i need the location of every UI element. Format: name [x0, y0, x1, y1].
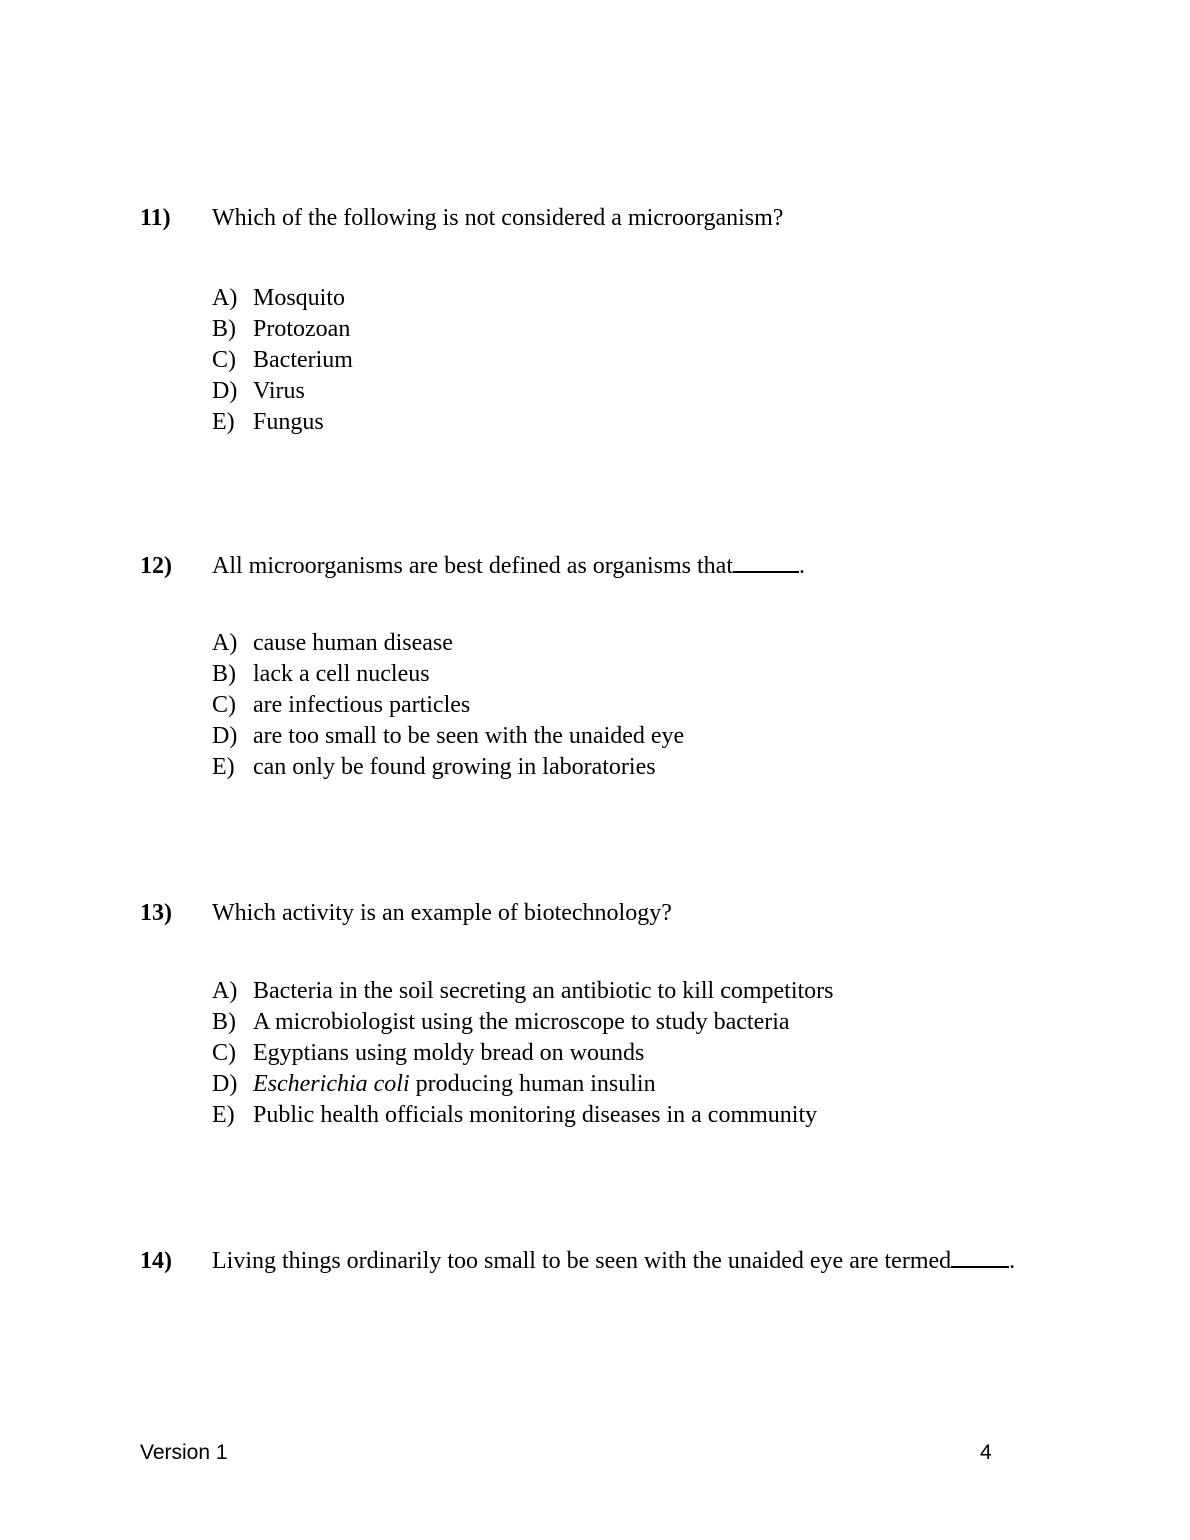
option-row: [212, 690, 1100, 721]
option-text: Public health officials monitoring diseases in a community: [253, 1102, 818, 1128]
option-text: A microbiologist using the microscope to study bacteria: [253, 1009, 790, 1035]
option-row: [212, 314, 1100, 345]
question-14: [140, 1246, 1100, 1277]
option-letter: E): [212, 1102, 235, 1128]
question-11-options: [212, 283, 1100, 438]
option-row: [212, 283, 1100, 314]
option-letter: C): [212, 1040, 236, 1066]
option-letter: A): [212, 978, 238, 1004]
option-row: [212, 407, 1100, 438]
option-letter: C): [212, 692, 236, 718]
question-13-number: 13): [140, 900, 172, 926]
question-11-text: Which of the following is not considered a microorganism?: [212, 205, 784, 231]
option-letter: B): [212, 661, 236, 687]
option-letter: A): [212, 630, 238, 656]
option-text: Virus: [253, 378, 305, 404]
option-text: producing human insulin: [409, 1071, 656, 1097]
option-row: [212, 721, 1100, 752]
option-row: [212, 345, 1100, 376]
option-row: [212, 628, 1100, 659]
fill-in-blank-line: [733, 570, 799, 573]
option-row: [212, 1069, 1100, 1100]
option-letter: D): [212, 378, 238, 404]
question-12-options: [212, 628, 1100, 783]
question-12-number: 12): [140, 553, 172, 579]
fill-in-blank-line: [951, 1265, 1009, 1268]
option-text: lack a cell nucleus: [253, 661, 430, 687]
option-text: cause human disease: [253, 630, 453, 656]
question-12: [140, 551, 1100, 582]
option-letter: C): [212, 347, 236, 373]
question-14-period: .: [1009, 1248, 1016, 1274]
option-letter: A): [212, 285, 238, 311]
option-row: [212, 752, 1100, 783]
option-text: Bacterium: [253, 347, 353, 373]
option-letter: B): [212, 1009, 236, 1035]
option-text: Bacteria in the soil secreting an antibiotic to kill competitors: [253, 978, 834, 1004]
option-letter: E): [212, 409, 235, 435]
option-letter: E): [212, 754, 235, 780]
option-text: are too small to be seen with the unaided eye: [253, 723, 685, 749]
option-text: Mosquito: [253, 285, 346, 311]
question-14-text: Living things ordinarily too small to be seen with the unaided eye are termed: [212, 1248, 952, 1274]
option-letter: D): [212, 723, 238, 749]
footer-version-label: Version 1: [140, 1441, 228, 1464]
question-12-text: All microorganisms are best defined as organisms that: [212, 553, 734, 579]
question-14-number: 14): [140, 1248, 172, 1274]
option-row: [212, 976, 1100, 1007]
option-text: can only be found growing in laboratories: [253, 754, 656, 780]
option-text-species-name: Escherichia coli: [253, 1071, 410, 1097]
option-text: Protozoan: [253, 316, 351, 342]
question-11: [140, 203, 1100, 234]
question-13-text: Which activity is an example of biotechnology?: [212, 900, 672, 926]
option-text: Egyptians using moldy bread on wounds: [253, 1040, 645, 1066]
option-row: [212, 1007, 1100, 1038]
option-text: Fungus: [253, 409, 324, 435]
footer-page-number: 4: [980, 1441, 992, 1464]
question-11-number: 11): [140, 205, 171, 231]
option-row: [212, 1100, 1100, 1131]
option-letter: B): [212, 316, 236, 342]
question-12-period: .: [799, 553, 806, 579]
option-row: [212, 376, 1100, 407]
option-letter: D): [212, 1071, 238, 1097]
option-text: are infectious particles: [253, 692, 471, 718]
option-row: [212, 659, 1100, 690]
question-13: [140, 898, 1100, 929]
option-row: [212, 1038, 1100, 1069]
question-13-options: [212, 976, 1100, 1131]
